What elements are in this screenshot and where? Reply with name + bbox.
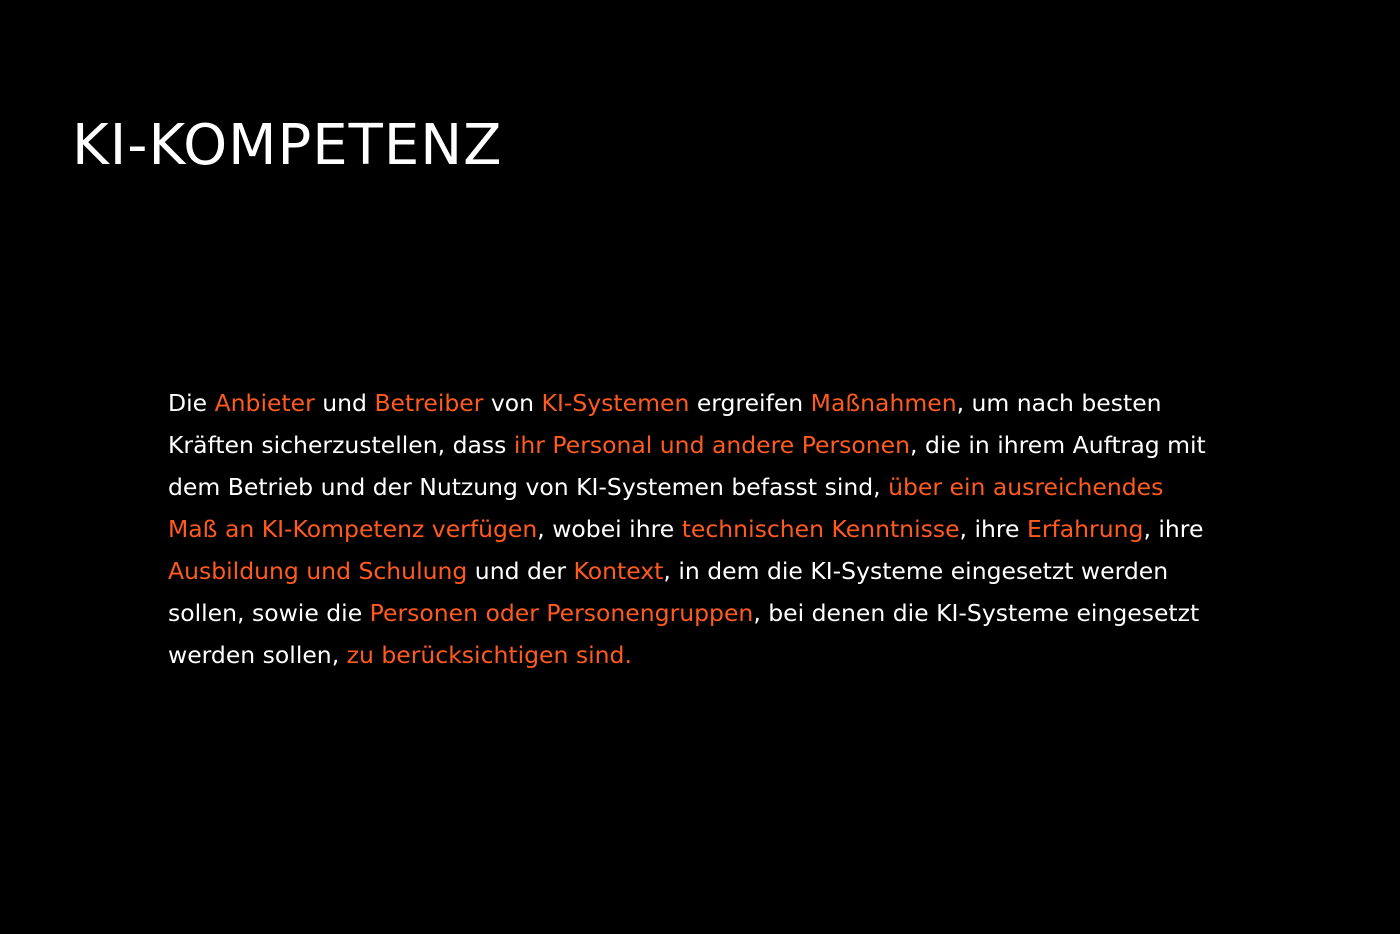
text-segment: von (483, 389, 542, 417)
paragraph-line (168, 508, 1238, 550)
text-segment: , in dem die KI-Systeme eingesetzt werden (663, 557, 1169, 585)
text-segment: ergreifen (689, 389, 811, 417)
highlighted-term: über ein ausreichendes (888, 473, 1164, 501)
highlighted-term: Maßnahmen (810, 389, 957, 417)
highlighted-term: Maß an KI-Kompetenz verfügen (168, 515, 538, 543)
text-segment: , bei denen die KI-Systeme eingesetzt (753, 599, 1200, 627)
paragraph-line (168, 592, 1238, 634)
highlighted-term: Ausbildung und Schulung (168, 557, 468, 585)
text-segment: dem Betrieb und der Nutzung von KI-Systemen befasst sind, (168, 473, 889, 501)
paragraph-line (168, 634, 1238, 676)
highlighted-term: ihr Personal und andere Personen (513, 431, 911, 459)
text-segment: und (314, 389, 375, 417)
text-segment: werden sollen, (168, 641, 347, 669)
highlighted-term: Personen oder Personengruppen (369, 599, 754, 627)
paragraph-line (168, 424, 1238, 466)
highlighted-term: Erfahrung (1026, 515, 1144, 543)
paragraph-line (168, 550, 1238, 592)
text-segment: , ihre (1143, 515, 1204, 543)
text-segment: , wobei ihre (537, 515, 682, 543)
text-segment: , um nach besten (956, 389, 1162, 417)
highlighted-term: technischen Kenntnisse (681, 515, 960, 543)
text-segment: Kräften sicherzustellen, dass (168, 431, 514, 459)
text-segment: , die in ihrem Auftrag mit (910, 431, 1206, 459)
highlighted-term: zu berücksichtigen sind. (346, 641, 632, 669)
paragraph-line (168, 466, 1238, 508)
body-paragraph (168, 382, 1238, 676)
text-segment: , ihre (959, 515, 1027, 543)
highlighted-term: Anbieter (214, 389, 315, 417)
text-segment: sollen, sowie die (168, 599, 370, 627)
highlighted-term: Betreiber (374, 389, 484, 417)
highlighted-term: KI-Systemen (541, 389, 690, 417)
text-segment: Die (168, 389, 215, 417)
paragraph-line (168, 382, 1238, 424)
page-title: KI-KOMPETENZ (72, 113, 503, 178)
text-segment: und der (467, 557, 574, 585)
highlighted-term: Kontext (573, 557, 664, 585)
